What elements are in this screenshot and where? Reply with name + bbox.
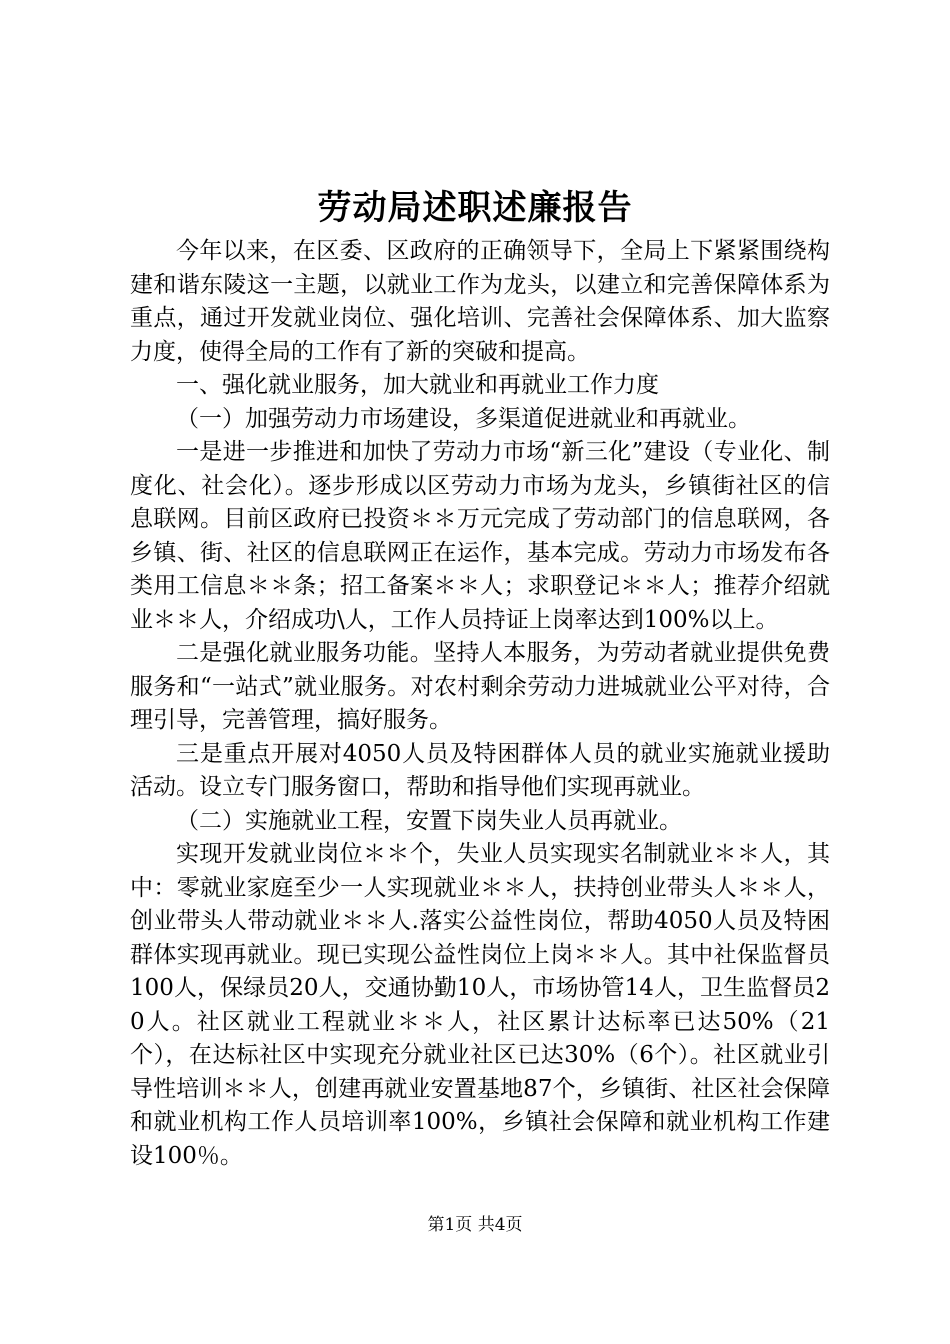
subsection-heading-1: （一）加强劳动力市场建设，多渠道促进就业和再就业。 — [176, 405, 751, 432]
subsection-heading-2: （二）实施就业工程，安置下岗失业人员再就业。 — [176, 807, 682, 834]
paragraph-item-1: 一是进一步推进和加快了劳动力市场“新三化”建设（专业化、制度化、社会化）。逐步形成以区劳动力市场为龙头，乡镇街社区的信息联网。目前区政府已投资＊＊万元完成了劳动部门的信息联网，各乡镇、街、社区的信息联网正在运作，基本完成。劳动力市场发布各类用工信息＊＊条；招工备案＊＊人；求职登记＊＊人；推荐介绍就业＊＊人，介绍成功\人，工作人员持证上岗率达到100%以上。 — [130, 439, 830, 633]
page-footer: 第1页 共4页 — [427, 1215, 523, 1235]
document-title: 劳动局述职述廉报告 — [317, 188, 633, 228]
paragraph-item-3: 三是重点开展对4050人员及特困群体人员的就业实施就业援助活动。设立专门服务窗口，帮助和指导他们实现再就业。 — [130, 740, 830, 800]
section-heading-1: 一、强化就业服务，加大就业和再就业工作力度 — [176, 372, 659, 398]
document-body — [130, 235, 830, 1173]
paragraph-item-2: 二是强化就业服务功能。坚持人本服务，为劳动者就业提供免费服务和“一站式”就业服务。对农村剩余劳动力进城就业公平对待，合理引导，完善管理，搞好服务。 — [130, 640, 830, 733]
paragraph-intro: 今年以来，在区委、区政府的正确领导下，全局上下紧紧围绕构建和谐东陵这一主题，以就业工作为龙头，以建立和完善保障体系为重点，通过开发就业岗位、强化培训、完善社会保障体系、加大监察力度，使得全局的工作有了新的突破和提高。 — [130, 238, 830, 365]
paragraph-employment-project: 实现开发就业岗位＊＊个，失业人员实现实名制就业＊＊人，其中：零就业家庭至少一人实现就业＊＊人，扶持创业带头人＊＊人，创业带头人带动就业＊＊人.落实公益性岗位，帮助4050人员及特困群体实现再就业。现已实现公益性岗位上岗＊＊人。其中社保监督员100人，保绿员20人，交通协勤10人，市场协管14人，卫生监督员20人。社区就业工程就业＊＊人，社区累计达标率已达50%（21个），在达标社区中实现充分就业社区已达30%（6个）。社区就业引导性培训＊＊人，创建再就业安置基地87个，乡镇街、社区社会保障和就业机构工作人员培训率100%，乡镇社会保障和就业机构工作建设100％。 — [130, 841, 830, 1169]
